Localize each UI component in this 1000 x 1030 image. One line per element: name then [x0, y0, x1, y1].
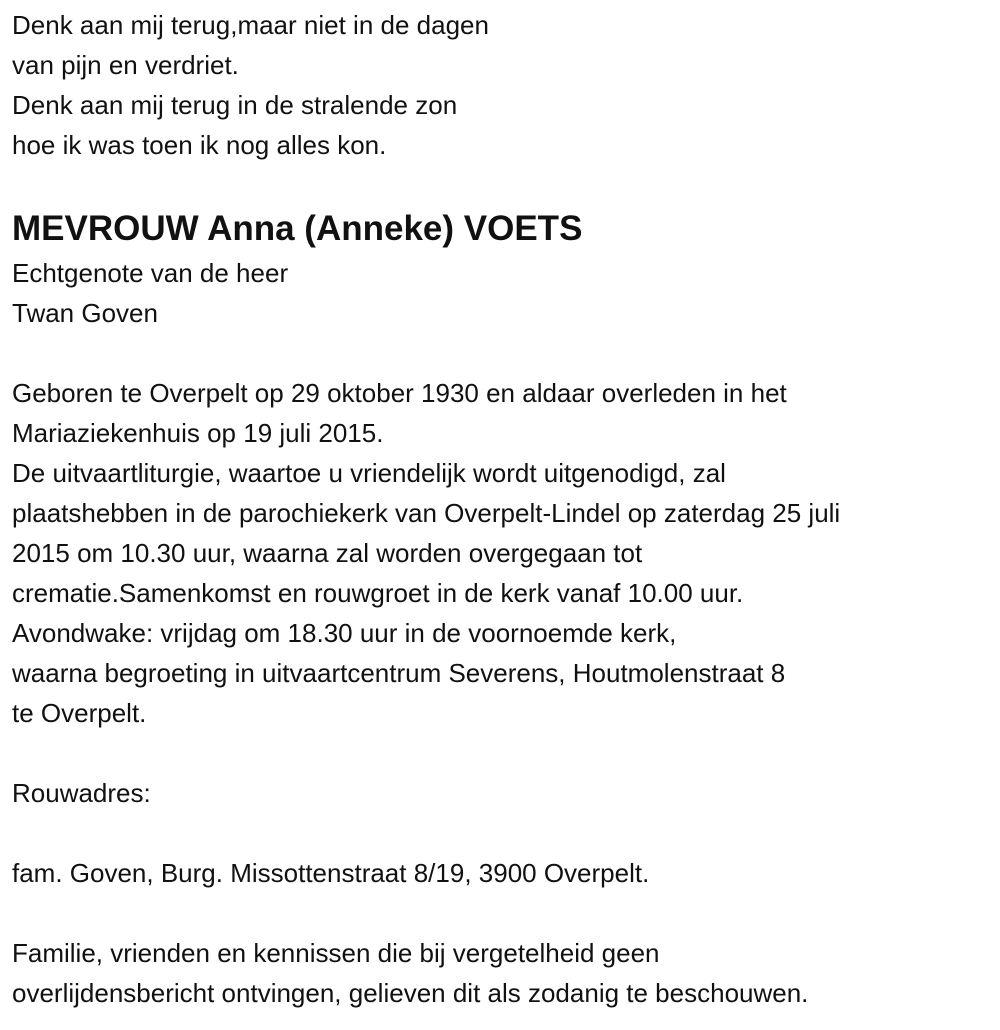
- deceased-name: MEVROUW Anna (Anneke) VOETS: [12, 209, 583, 248]
- details-line: te Overpelt.: [12, 698, 147, 728]
- poem-line: van pijn en verdriet.: [12, 50, 239, 80]
- details: [12, 373, 1000, 733]
- poem-line: Denk aan mij terug,maar niet in de dagen: [12, 10, 489, 40]
- details-line: Geboren te Overpelt op 29 oktober 1930 en aldaar overleden in het: [12, 378, 787, 408]
- poem: [12, 5, 1000, 165]
- details-line: crematie.Samenkomst en rouwgroet in de kerk vanaf 10.00 uur.: [12, 578, 744, 608]
- closing-line: overlijdensbericht ontvingen, gelieven dit als zodanig te beschouwen.: [12, 978, 809, 1008]
- address-label: Rouwadres:: [12, 778, 151, 808]
- obituary-notice: [12, 5, 1000, 1013]
- spouse-name: Twan Goven: [12, 298, 158, 328]
- details-line: plaatshebben in de parochiekerk van Overpelt-Lindel op zaterdag 25 juli: [12, 498, 841, 528]
- spouse-line: Echtgenote van de heer: [12, 258, 289, 288]
- details-line: De uitvaartliturgie, waartoe u vriendelijk wordt uitgenodigd, zal: [12, 458, 726, 488]
- spacer: [12, 733, 1000, 773]
- spacer: [12, 333, 1000, 373]
- details-line: waarna begroeting in uitvaartcentrum Severens, Houtmolenstraat 8: [12, 658, 786, 688]
- closing-line: Familie, vrienden en kennissen die bij vergetelheid geen: [12, 938, 660, 968]
- spacer: [12, 165, 1000, 205]
- spacer: [12, 893, 1000, 933]
- poem-line: hoe ik was toen ik nog alles kon.: [12, 130, 387, 160]
- details-line: Avondwake: vrijdag om 18.30 uur in de voornoemde kerk,: [12, 618, 677, 648]
- details-line: Mariaziekenhuis op 19 juli 2015.: [12, 418, 384, 448]
- details-line: 2015 om 10.30 uur, waarna zal worden overgegaan tot: [12, 538, 643, 568]
- poem-line: Denk aan mij terug in de stralende zon: [12, 90, 458, 120]
- address: fam. Goven, Burg. Missottenstraat 8/19, 3900 Overpelt.: [12, 858, 650, 888]
- spacer: [12, 813, 1000, 853]
